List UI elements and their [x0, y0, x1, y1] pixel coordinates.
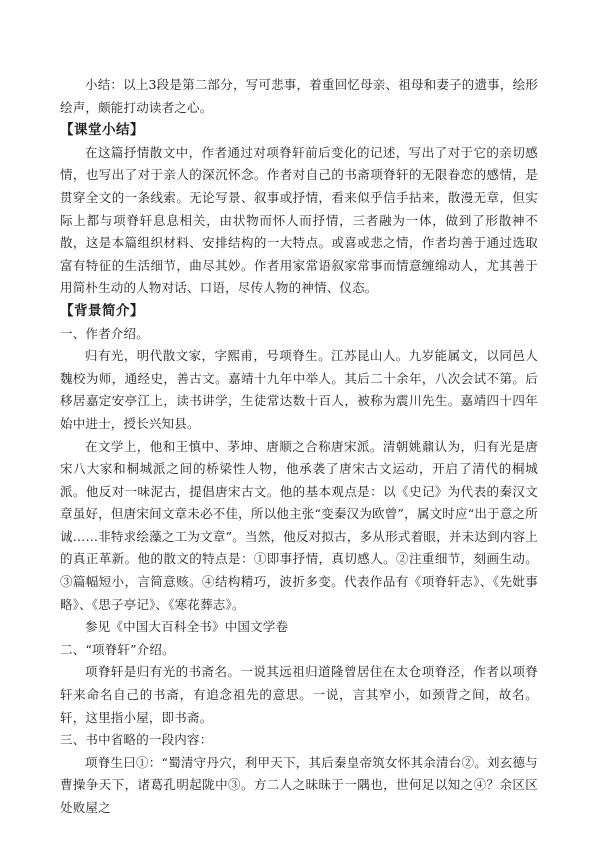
omitted-passage-title: 三、书中省略的一段内容： — [60, 732, 213, 748]
background-heading: 【背景简介】 — [60, 302, 144, 319]
class-summary-paragraph: 在这篇抒情散文中，作者通过对项脊轩前后变化的记述，写出了对于它的亲切感情，也写出了对于亲人的深沉怀念。作者对自己的书斋项脊轩的无限眷恋的感情，是贯穿全文的一条线索。无论写景、叙事或抒情，看来似乎信手拈来，散漫无章，但实际上都与项脊轩息息相关，由状物而怀人而抒情，三者融为一体，做到了形散神不散，这是本篇组织材料、安排结构的一大特点。或喜或悲之情，作者均善于通过选取富有特征的生活细节，曲尽其妙。作者用家常语叙家常事而情意缠绵动人，尤其善于用简朴生动的人物对话、口语，尽传人物的神情、仪态。 — [60, 144, 538, 296]
xiangjixuan-intro-paragraph: 项脊轩是归有光的书斋名。一说其远祖归道隆曾居住在太仓项脊泾，作者以项脊轩来命名自己的书斋，有追念祖先的意思。一说，言其窄小，如颈背之间，故名。轩，这里指小屋，即书斋。 — [60, 664, 538, 725]
document-body — [60, 74, 538, 820]
omitted-passage-paragraph: 项脊生曰①：“蜀清守丹穴，利甲天下，其后秦皇帝筑女怀其余清台②。刘玄德与曹操争天下，诸葛孔明起陇中③。方二人之昧昧于一隅也，世何足以知之④？余区区处败屋之 — [60, 754, 538, 815]
xiangjixuan-intro-title: 二、“项脊轩”介绍。 — [60, 641, 175, 657]
reference-note: 参见《中国大百科全书》中国文学卷 — [85, 619, 289, 635]
summary-note-paragraph: 小结：以上3段是第二部分，写可悲事，着重回忆母亲、祖母和妻子的遗事，绘形绘声，颇能打动读者之心。 — [60, 77, 538, 115]
author-intro-title: 一、作者介绍。 — [60, 325, 149, 341]
author-intro-paragraph-2: 在文学上，他和王慎中、茅坤、唐顺之合称唐宋派。清朝姚鼐认为，归有光是唐宋八大家和桐城派之间的桥梁性人物，他承袭了唐宋古文运动，开启了清代的桐城派。他反对一味泥古，提倡唐宋古文。他的基本观点是：以《史记》为代表的秦汉文章虽好，但唐宋间文章未必不佳，所以他主张“变秦汉为欧曾”，属文时应“出于意之所诚……非特求绘藻之工为文章”。当然，他反对拟古，多从形式着眼，并未达到内容上的真正革新。他的散文的特点是：①即事抒情，真切感人。②注重细节，刻画生动。③篇幅短小，言简意赅。④结构精巧，波折多变。代表作品有《项脊轩志》、《先妣事略》、《思子亭记》、《寒花葬志》。 — [60, 438, 538, 612]
class-summary-heading: 【课堂小结】 — [60, 122, 144, 139]
author-intro-paragraph-1: 归有光，明代散文家，字熙甫，号项脊生。江苏昆山人。九岁能属文，以同邑人魏校为师，通经史，善古文。嘉靖十九年中举人。其后二十余年，八次会试不第。后移居嘉定安亭江上，读书讲学，生徒常达数十百人，被称为震川先生。嘉靖四十四年始中进士，授长兴知县。 — [60, 348, 538, 431]
